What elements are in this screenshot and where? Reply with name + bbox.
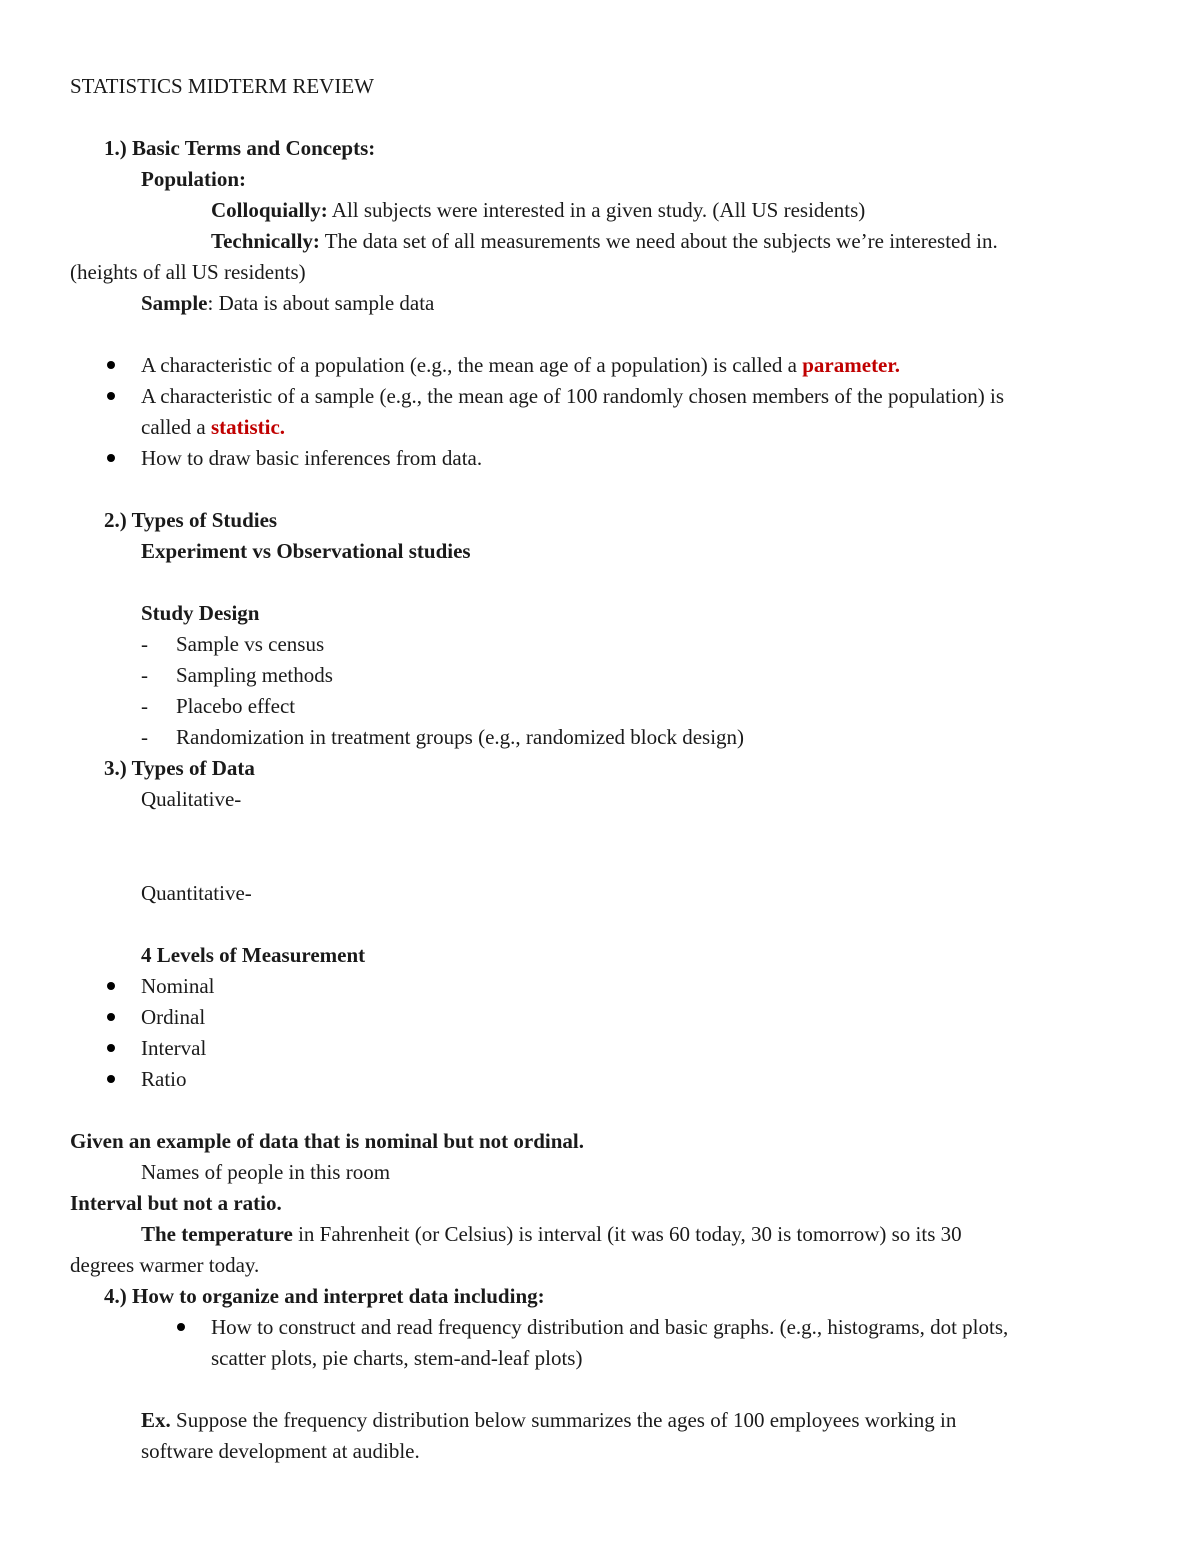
design-item: Sample vs census [176, 632, 325, 656]
bullet-parameter-text: A characteristic of a population (e.g., the mean age of a population) is called a [141, 353, 803, 377]
section-1-heading: 1.) Basic Terms and Concepts: [104, 136, 376, 160]
bullet-icon [107, 1013, 115, 1021]
example-line [141, 1407, 956, 1433]
bullet-icon [177, 1323, 185, 1331]
bullet-icon [107, 982, 115, 990]
question-interval: Interval but not a ratio. [70, 1191, 282, 1215]
population-label: Population: [141, 167, 247, 191]
dash-marker: - [141, 725, 148, 749]
example-text: Suppose the frequency distribution below summarizes the ages of 100 employees working in [170, 1408, 957, 1432]
bullet-icon [107, 361, 115, 369]
bullet-icon [107, 454, 115, 462]
bullet-statistic-continuation [141, 414, 285, 440]
qualitative-label: Qualitative- [141, 787, 242, 811]
dash-marker: - [141, 663, 148, 687]
graphs-bullet: How to construct and read frequency distribution and basic graphs. (e.g., histograms, dot plots, [211, 1315, 1009, 1339]
level-item: Interval [141, 1036, 207, 1060]
technically-line [211, 228, 998, 254]
dash-marker: - [141, 694, 148, 718]
bullet-statistic: A characteristic of a sample (e.g., the mean age of 100 randomly chosen members of the population) is [141, 384, 1005, 408]
page-title: STATISTICS MIDTERM REVIEW [70, 74, 374, 98]
answer-interval-continuation: degrees warmer today. [70, 1253, 260, 1277]
sample-line [141, 290, 434, 316]
example-continuation: software development at audible. [141, 1439, 420, 1463]
colloquially-line [211, 197, 865, 223]
section-3-heading: 3.) Types of Data [104, 756, 255, 780]
bullet-parameter [141, 352, 900, 378]
section-2-subheading: Experiment vs Observational studies [141, 539, 471, 563]
parameter-term: parameter. [802, 353, 901, 377]
technically-text: The data set of all measurements we need about the subjects we’re interested in. [319, 229, 998, 253]
answer-nominal: Names of people in this room [141, 1160, 391, 1184]
levels-heading: 4 Levels of Measurement [141, 943, 366, 967]
colloquially-text: All subjects were interested in a given study. (All US residents) [327, 198, 866, 222]
level-item: Ratio [141, 1067, 187, 1091]
technically-continuation: (heights of all US residents) [70, 260, 306, 284]
answer-interval-label: The temperature [141, 1222, 293, 1246]
quantitative-label: Quantitative- [141, 881, 252, 905]
bullet-icon [107, 392, 115, 400]
answer-interval-text: in Fahrenheit (or Celsius) is interval (it was 60 today, 30 is tomorrow) so its 30 [292, 1222, 962, 1246]
design-item: Randomization in treatment groups (e.g., randomized block design) [176, 725, 745, 749]
question-nominal: Given an example of data that is nominal but not ordinal. [70, 1129, 584, 1153]
bullet-statistic-cont-text: called a [141, 415, 211, 439]
colloquially-label: Colloquially: [211, 198, 328, 222]
answer-interval [141, 1221, 962, 1247]
sample-text: : Data is about sample data [207, 291, 435, 315]
sample-label: Sample [141, 291, 208, 315]
level-item: Ordinal [141, 1005, 206, 1029]
design-item: Sampling methods [176, 663, 333, 687]
section-2-heading: 2.) Types of Studies [104, 508, 278, 532]
section-4-heading: 4.) How to organize and interpret data including: [104, 1284, 545, 1308]
bullet-icon [107, 1075, 115, 1083]
level-item: Nominal [141, 974, 215, 998]
design-item: Placebo effect [176, 694, 296, 718]
technically-label: Technically: [211, 229, 320, 253]
dash-marker: - [141, 632, 148, 656]
bullet-icon [107, 1044, 115, 1052]
statistic-term: statistic. [210, 415, 286, 439]
study-design-heading: Study Design [141, 601, 260, 625]
example-label: Ex. [141, 1408, 171, 1432]
graphs-bullet-continuation: scatter plots, pie charts, stem-and-leaf plots) [211, 1346, 583, 1370]
bullet-inferences: How to draw basic inferences from data. [141, 446, 483, 470]
